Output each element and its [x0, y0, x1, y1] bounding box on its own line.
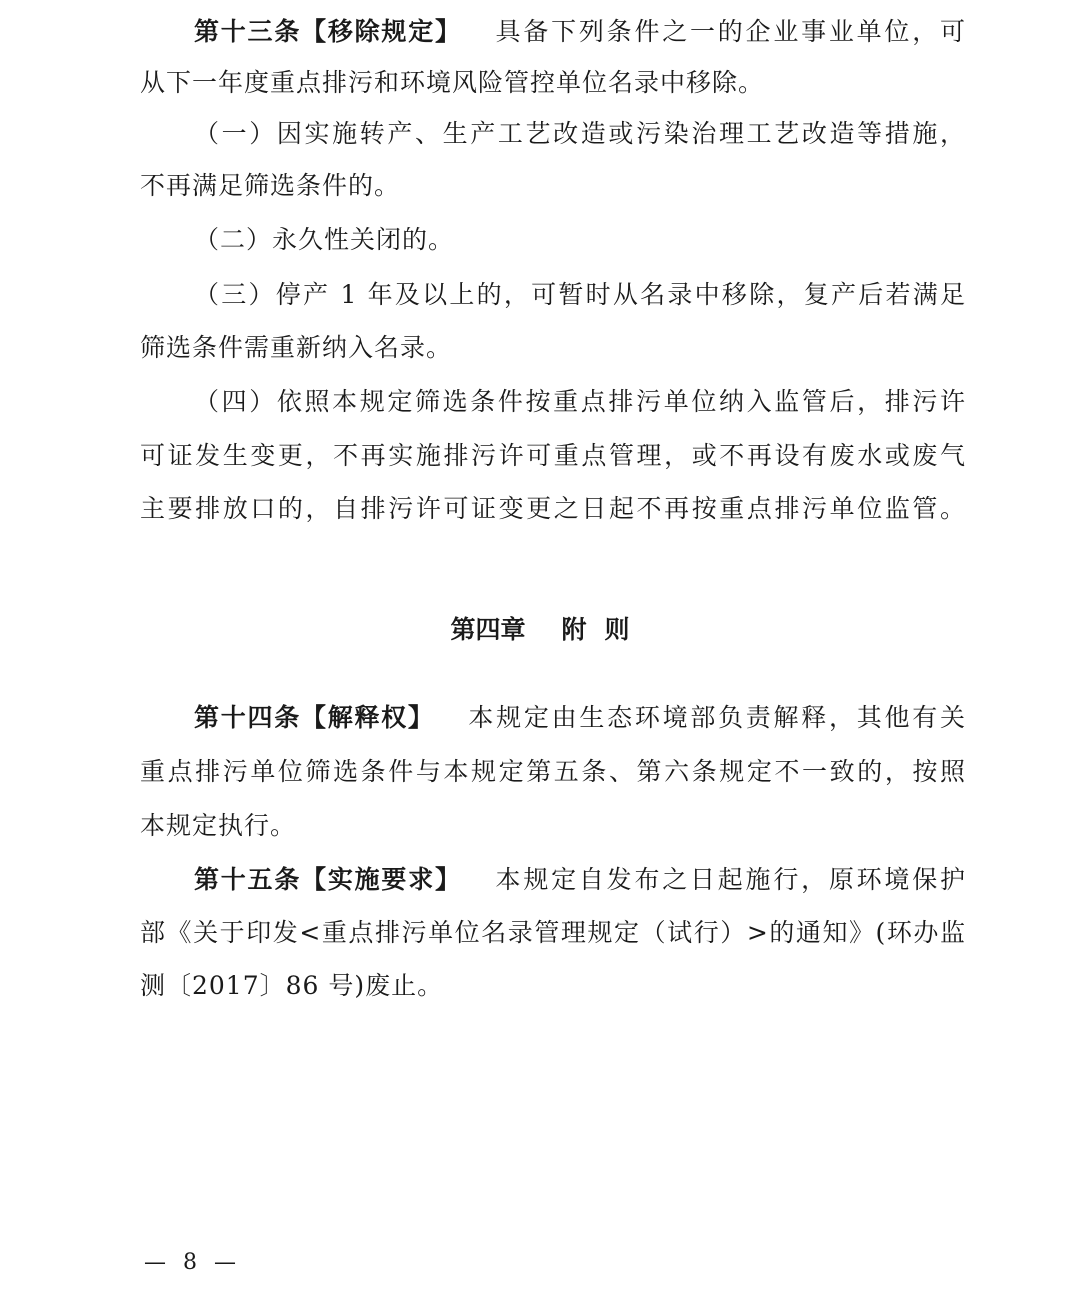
article13-heading: 第十三条【移除规定】 — [194, 17, 462, 46]
article13-item4-line3: 主要排放口的，自排污许可证变更之日起不再按重点排污单位监管。 — [140, 494, 966, 523]
article15-line1-text: 本规定自发布之日起施行，原环境保护 — [493, 865, 966, 894]
article13-item4-line2: 可证发生变更，不再实施排污许可重点管理，或不再设有废水或废气 — [140, 441, 966, 470]
article13-item2-line1: （二）永久性关闭的。 — [194, 225, 455, 254]
page-number-value: 8 — [183, 1250, 197, 1275]
page-number-dash-left: — — [144, 1250, 166, 1275]
article15-heading: 第十五条【实施要求】 — [194, 865, 462, 894]
chapter-title-word1: 附 — [561, 615, 587, 644]
article15-line2: 部《关于印发<重点排污单位名录管理规定（试行）>的通知》(环办监 — [140, 918, 966, 947]
article13-item3-line1: （三）停产 1 年及以上的，可暂时从名录中移除，复产后若满足 — [194, 280, 966, 309]
chapter-title-word2: 则 — [604, 615, 630, 644]
article13-item1-line1: （一）因实施转产、生产工艺改造或污染治理工艺改造等措施， — [194, 119, 966, 148]
article13-item3-line2: 筛选条件需重新纳入名录。 — [140, 333, 453, 362]
article13-line1 — [194, 12, 966, 52]
article14-line1-text: 本规定由生态环境部负责解释，其他有关 — [466, 703, 966, 732]
article13-line1-text: 具备下列条件之一的企业事业单位，可 — [493, 17, 966, 46]
article13-item4-line1: （四）依照本规定筛选条件按重点排污单位纳入监管后，排污许 — [194, 387, 966, 416]
article14-line2: 重点排污单位筛选条件与本规定第五条、第六条规定不一致的，按照 — [140, 757, 966, 786]
article15-line1 — [194, 860, 966, 900]
article14-line1 — [194, 698, 966, 738]
page-number-dash-right: — — [214, 1250, 236, 1275]
article13-line2: 从下一年度重点排污和环境风险管控单位名录中移除。 — [140, 68, 765, 97]
article15-line3: 测〔2017〕86 号)废止。 — [140, 971, 444, 1000]
chapter-title-number: 第四章 — [450, 615, 526, 644]
article14-line3: 本规定执行。 — [140, 811, 297, 840]
chapter-title — [0, 610, 1080, 650]
article14-heading: 第十四条【解释权】 — [194, 703, 435, 732]
article13-item1-line2: 不再满足筛选条件的。 — [140, 171, 401, 200]
page-number — [140, 1245, 240, 1281]
